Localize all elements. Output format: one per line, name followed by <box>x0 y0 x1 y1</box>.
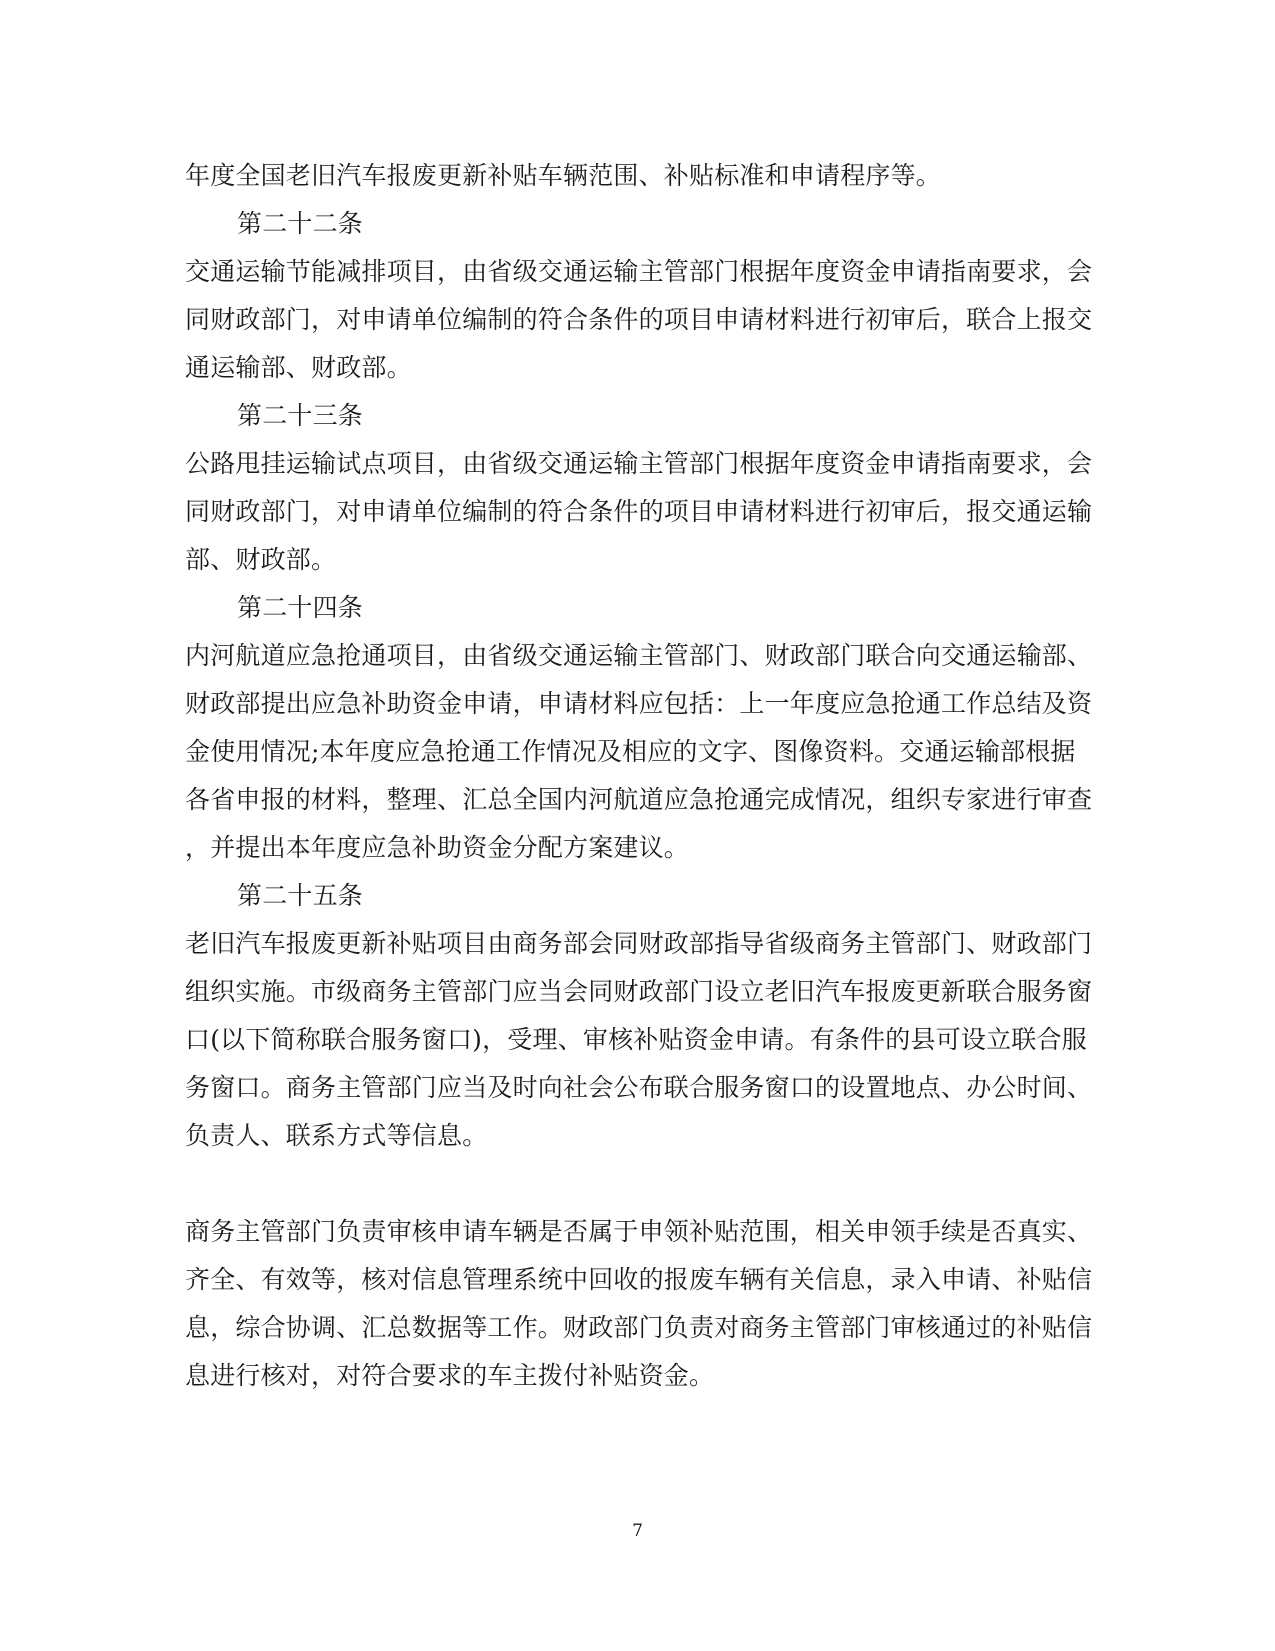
article-heading: 第二十四条 <box>237 593 364 622</box>
document-body <box>185 152 1093 1400</box>
article-heading: 第二十三条 <box>237 401 364 430</box>
text-line: 息进行核对，对符合要求的车主拨付补贴资金。 <box>185 1361 715 1390</box>
text-line: 同财政部门，对申请单位编制的符合条件的项目申请材料进行初审后，联合上报交 <box>185 305 1093 334</box>
text-line: 组织实施。市级商务主管部门应当会同财政部门设立老旧汽车报废更新联合服务窗 <box>185 977 1093 1006</box>
text-line: 务窗口。商务主管部门应当及时向社会公布联合服务窗口的设置地点、办公时间、 <box>185 1073 1093 1102</box>
text-line: ，并提出本年度应急补助资金分配方案建议。 <box>185 833 690 862</box>
text-line: 齐全、有效等，核对信息管理系统中回收的报废车辆有关信息，录入申请、补贴信 <box>185 1265 1093 1294</box>
text-line: 负责人、联系方式等信息。 <box>185 1121 488 1150</box>
text-line: 部、财政部。 <box>185 545 337 574</box>
text-line: 财政部提出应急补助资金申请，申请材料应包括：上一年度应急抢通工作总结及资 <box>185 689 1093 718</box>
text-line: 金使用情况;本年度应急抢通工作情况及相应的文字、图像资料。交通运输部根据 <box>185 737 1076 766</box>
text-line: 同财政部门，对申请单位编制的符合条件的项目申请材料进行初审后，报交通运输 <box>185 497 1093 526</box>
paragraph-gap <box>185 1160 1085 1208</box>
text-line: 年度全国老旧汽车报废更新补贴车辆范围、补贴标准和申请程序等。 <box>185 161 942 190</box>
text-line: 老旧汽车报废更新补贴项目由商务部会同财政部指导省级商务主管部门、财政部门 <box>185 929 1093 958</box>
text-line: 各省申报的材料，整理、汇总全国内河航道应急抢通完成情况，组织专家进行审查 <box>185 785 1093 814</box>
text-line: 通运输部、财政部。 <box>185 353 412 382</box>
text-line: 交通运输节能减排项目，由省级交通运输主管部门根据年度资金申请指南要求，会 <box>185 257 1093 286</box>
text-line: 公路甩挂运输试点项目，由省级交通运输主管部门根据年度资金申请指南要求，会 <box>185 449 1093 478</box>
article-heading: 第二十五条 <box>237 881 364 910</box>
text-line: 口(以下简称联合服务窗口)，受理、审核补贴资金申请。有条件的县可设立联合服 <box>185 1025 1087 1054</box>
text-line: 内河航道应急抢通项目，由省级交通运输主管部门、财政部门联合向交通运输部、 <box>185 641 1093 670</box>
page-number: 7 <box>632 1521 643 1541</box>
text-line: 息，综合协调、汇总数据等工作。财政部门负责对商务主管部门审核通过的补贴信 <box>185 1313 1093 1342</box>
article-heading: 第二十二条 <box>237 209 364 238</box>
text-line: 商务主管部门负责审核申请车辆是否属于申领补贴范围，相关申领手续是否真实、 <box>185 1217 1093 1246</box>
